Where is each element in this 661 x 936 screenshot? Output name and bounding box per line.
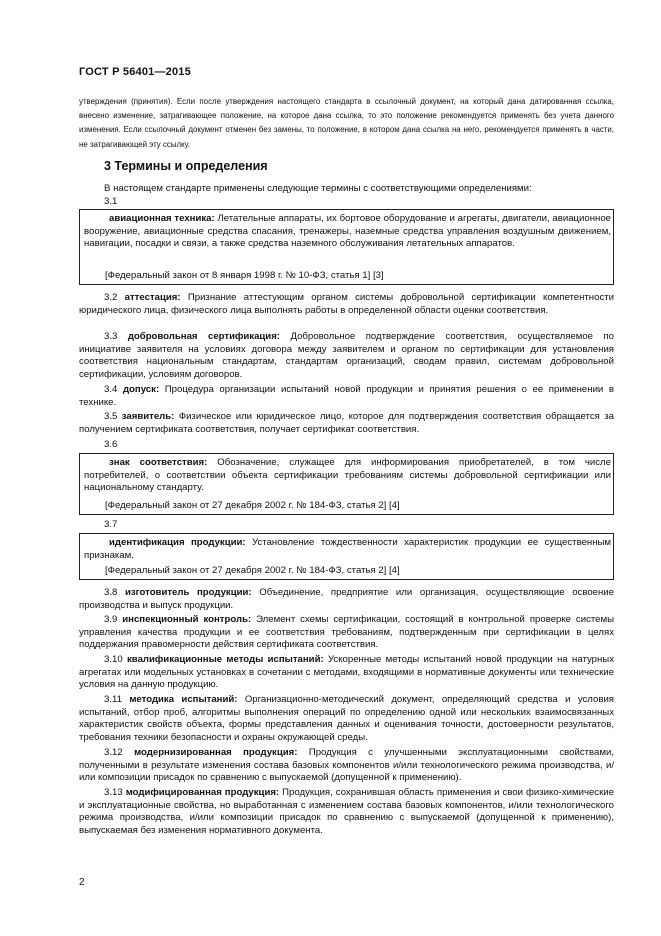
- term-3-12-term: модернизированная продукция:: [134, 747, 298, 758]
- term-3-4-definition: Процедура организации испытаний новой продукции и принятия решения о ее применении в технике.: [79, 384, 614, 408]
- term-3-6-term: знак соответствия:: [109, 457, 208, 468]
- term-3-2-definition: Признание аттестующим органом системы добровольной сертификации компетентности юридического лица, физического лица выполнять работы в определенной области оценки соответствия.: [79, 292, 614, 316]
- section-lead: В настоящем стандарте применены следующие термины с соответствующими определениями:: [104, 183, 532, 194]
- term-3-7-source: [Федеральный закон от 27 декабря 2002 г. № 184-ФЗ, статья 2] [4]: [105, 565, 400, 576]
- term-3-1-box: [79, 209, 614, 285]
- term-3-11-term: методика испытаний:: [129, 694, 238, 705]
- term-3-10-definition: Ускоренные методы испытаний новой продукции на натурных агрегатах или модельных установках в сочетании с методами, входящими в нормативные документы или технические условия на данную продукцию.: [79, 654, 614, 691]
- term-3-6-definition: Обозначение, служащее для информирования приобретателей, в том числе потребителей, о соответствии объекта сертификации требованиям системы добровольной сертификации или национальному стандарту.: [84, 457, 611, 494]
- term-3-6-text: [84, 457, 611, 495]
- term-3-7-text: [84, 537, 611, 562]
- term-3-6-source: [Федеральный закон от 27 декабря 2002 г. № 184-ФЗ, статья 2] [4]: [105, 500, 400, 511]
- term-3-3-definition: Добровольное подтверждение соответствия, осуществляемое по инициативе заявителя на условиях договора между заявителем и органом по сертификации для установления соответствия национальным стандартам, стандартам организаций, сводам правил, системам добровольной сертификации, условиям договоров.: [79, 331, 614, 381]
- intro-paragraph: утверждения (принятия). Если после утверждения настоящего стандарта в ссылочный документ, на который дана датированная ссылка, внесено изменение, затрагивающее положение, на которое дана ссылка, то это положение рекомендуется применять без учета данного изменения. Если ссылочный документ отменен без замены, то положение, в котором дана ссылка на него, рекомендуется применять в части, не затрагивающей эту ссылку.: [79, 97, 614, 149]
- term-3-13-number: 3.13: [104, 787, 123, 798]
- term-3-12: [79, 747, 614, 785]
- term-3-13-term: модифицированная продукция:: [125, 787, 280, 798]
- term-3-1-term: авиационная техника:: [109, 213, 215, 224]
- term-3-5-term: заявитель:: [121, 411, 175, 422]
- term-3-3-number: 3.3: [104, 331, 118, 342]
- term-3-6-number: 3.6: [104, 439, 118, 450]
- term-3-5-number: 3.5: [104, 411, 118, 422]
- term-3-1-number: 3.1: [104, 196, 118, 207]
- term-3-10-term: квалификационные методы испытаний:: [127, 654, 324, 665]
- term-3-2-number: 3.2: [104, 292, 118, 303]
- term-3-8-number: 3.8: [104, 587, 118, 598]
- document-header: ГОСТ Р 56401—2015: [79, 66, 191, 78]
- term-3-5-definition: Физическое или юридическое лицо, которое для подтверждения соответствия обращается за получением сертификата соответствия, получает сертификат соответствия.: [79, 411, 614, 435]
- page-number: 2: [79, 877, 85, 888]
- term-3-12-definition: Продукция с улучшенными эксплуатационными свойствами, полученными в результате изменения состава базовых компонентов и/или технологического режима производства, и/или композиции присадок по сравнению с выпускаемой (допущенной к применению).: [79, 747, 615, 784]
- term-3-10: [79, 654, 614, 692]
- term-3-11-number: 3.11: [104, 694, 122, 705]
- term-3-7-definition: Установление тождественности характеристик продукции ее существенным признакам.: [84, 537, 611, 561]
- term-3-11: [79, 694, 614, 745]
- term-3-4-number: 3.4: [104, 384, 118, 395]
- term-3-1-text: [84, 213, 611, 251]
- term-3-1-definition: Летательные аппараты, их бортовое оборудование и агрегаты, двигатели, авиационное вооружение, авиационные средства спасания, тренажеры, наземные средства управления воздушным движением, навигации, посадки и связи, а также средства наземного обслуживания летательных аппаратов.: [84, 213, 611, 250]
- term-3-8: [79, 587, 614, 612]
- term-3-8-term: изготовитель продукции:: [124, 587, 252, 598]
- term-3-8-definition: Объединение, предприятие или организация, осуществляющие освоение производства и выпуск продукции.: [79, 587, 614, 611]
- term-3-6-box: [79, 453, 614, 515]
- term-3-3: [79, 331, 614, 382]
- term-3-7-box: [79, 533, 614, 580]
- term-3-7-number: 3.7: [104, 519, 118, 530]
- term-3-4-term: допуск:: [122, 384, 160, 395]
- term-3-12-number: 3.12: [104, 747, 123, 758]
- term-3-9-term: инспекционный контроль:: [122, 614, 252, 625]
- section-heading: 3 Термины и определения: [104, 159, 268, 173]
- term-3-1-source: [Федеральный закон от 8 января 1998 г. № 10-ФЗ, статья 1] [3]: [105, 270, 384, 281]
- term-3-10-number: 3.10: [104, 654, 123, 665]
- term-3-4: [79, 384, 614, 409]
- term-3-7-term: идентификация продукции:: [109, 537, 246, 548]
- term-3-9-number: 3.9: [104, 614, 118, 625]
- term-3-9: [79, 614, 614, 652]
- term-3-5: [79, 411, 614, 436]
- term-3-13: [79, 787, 614, 838]
- term-3-2: [79, 292, 614, 317]
- term-3-9-definition: Элемент схемы сертификации, состоящий в контрольной проверке системы управления качества продукции и ее соответствия требованиям, подтвержденным при сертификации в целях поддержания правомерности действия сертификата соответствия.: [79, 614, 614, 651]
- term-3-2-term: аттестация:: [124, 292, 181, 303]
- term-3-11-definition: Организационно-методический документ, определяющий средства и условия испытаний, отбор проб, алгоритмы выполнения операций по определению одной или нескольких взаимосвязанных характеристик свойств объекта, формы представления данных и оценивания точности, достоверности результатов, требования техники безопасности и охраны окружающей среды.: [79, 694, 614, 744]
- term-3-13-definition: Продукция, сохранившая область применения и свои физико-химические и эксплуатационные свойства, но выработанная с изменением состава базовых компонентов, и/или технологического режима производства, и/или композиции присадок по сравнению с выпускаемой (допущенной к применению), выпускаемая без изменения нормативного документа.: [79, 787, 614, 837]
- term-3-3-term: добровольная сертификация:: [127, 331, 280, 342]
